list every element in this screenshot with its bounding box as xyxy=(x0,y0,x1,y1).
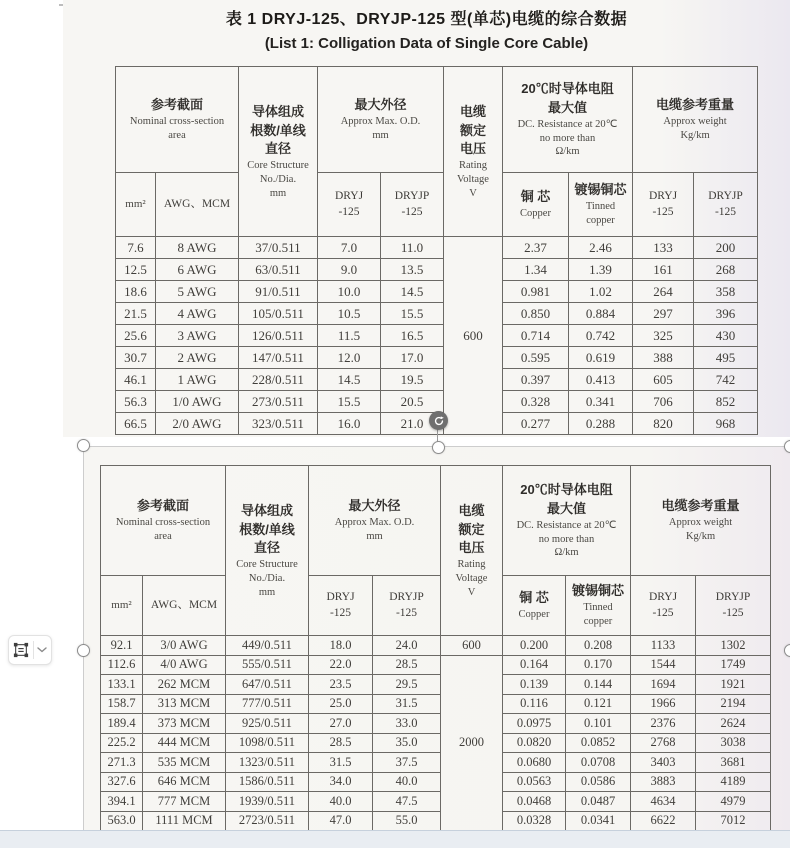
cell: 1323/0.511 xyxy=(226,753,309,773)
cell: 0.0468 xyxy=(503,792,566,812)
cell: 777/0.511 xyxy=(226,694,309,714)
cell: 3681 xyxy=(696,753,771,773)
cell: 29.5 xyxy=(373,675,441,695)
header-weight-dryjp: DRYJP -125 xyxy=(696,576,771,636)
resize-handle-middle-left[interactable] xyxy=(77,644,90,657)
resize-handle-top-right[interactable] xyxy=(784,440,790,453)
cell: 3883 xyxy=(631,772,696,792)
cell: 0.164 xyxy=(503,655,566,675)
layout-options-button[interactable] xyxy=(8,635,52,665)
cell: 1544 xyxy=(631,655,696,675)
cell: 0.0563 xyxy=(503,772,566,792)
header-approx-weight: 电缆参考重量 Approx weight Kg/km xyxy=(631,466,771,576)
cell: 2.37 xyxy=(503,237,569,259)
header-od-dryjp: DRYJP -125 xyxy=(381,173,444,237)
cell: 605 xyxy=(633,369,694,391)
cell: 1.02 xyxy=(569,281,633,303)
cell: 18.6 xyxy=(116,281,156,303)
voltage-cell: 600 xyxy=(444,237,503,435)
cell: 2 AWG xyxy=(156,347,239,369)
cell: 323/0.511 xyxy=(239,413,318,435)
cell: 0.0852 xyxy=(566,733,631,753)
table-row xyxy=(101,792,771,812)
table-row xyxy=(116,237,758,259)
table-row xyxy=(116,347,758,369)
cell: 21.0 xyxy=(381,413,444,435)
cell: 271.3 xyxy=(101,753,143,773)
cell: 228/0.511 xyxy=(239,369,318,391)
header-copper: 铜 芯 Copper xyxy=(503,576,566,636)
header-weight-dryjp: DRYJP -125 xyxy=(694,173,758,237)
cell: 1098/0.511 xyxy=(226,733,309,753)
header-mm2: mm² xyxy=(101,576,143,636)
cell: 563.0 xyxy=(101,811,143,831)
cell: 66.5 xyxy=(116,413,156,435)
table-row xyxy=(116,369,758,391)
cell: 2376 xyxy=(631,714,696,734)
cell: 0.0328 xyxy=(503,811,566,831)
cell: 20.5 xyxy=(381,391,444,413)
header-od-dryj: DRYJ -125 xyxy=(309,576,373,636)
cell: 7012 xyxy=(696,811,771,831)
cell: 4979 xyxy=(696,792,771,812)
cell: 396 xyxy=(694,303,758,325)
cable-data-table-2 xyxy=(100,465,771,831)
cell: 2723/0.511 xyxy=(226,811,309,831)
cell: 0.200 xyxy=(503,636,566,656)
cell: 0.277 xyxy=(503,413,569,435)
scanned-image-page2[interactable] xyxy=(83,447,790,830)
cell: 3 AWG xyxy=(156,325,239,347)
table-row xyxy=(101,733,771,753)
cell: 25.0 xyxy=(309,694,373,714)
cell: 0.0586 xyxy=(566,772,631,792)
cell: 0.116 xyxy=(503,694,566,714)
cell: 0.397 xyxy=(503,369,569,391)
cell: 1939/0.511 xyxy=(226,792,309,812)
header-tinned-copper: 镀锡铜芯 Tinned copper xyxy=(566,576,631,636)
cell: 0.0680 xyxy=(503,753,566,773)
cell: 31.5 xyxy=(373,694,441,714)
cell: 15.5 xyxy=(318,391,381,413)
cell: 2/0 AWG xyxy=(156,413,239,435)
cell: 40.0 xyxy=(309,792,373,812)
cell: 17.0 xyxy=(381,347,444,369)
table-row xyxy=(101,772,771,792)
cell: 23.5 xyxy=(309,675,373,695)
rotate-handle[interactable] xyxy=(429,411,448,430)
cell: 4634 xyxy=(631,792,696,812)
cell: 27.0 xyxy=(309,714,373,734)
cell: 37.5 xyxy=(373,753,441,773)
table-2-body xyxy=(101,636,771,831)
cell: 268 xyxy=(694,259,758,281)
table-row xyxy=(116,391,758,413)
cell: 325 xyxy=(633,325,694,347)
cell: 3/0 AWG xyxy=(143,636,226,656)
cell: 0.144 xyxy=(566,675,631,695)
header-cross-section: 参考截面 Nominal cross-section area xyxy=(101,466,226,576)
cell: 297 xyxy=(633,303,694,325)
cell: 0.101 xyxy=(566,714,631,734)
header-max-od: 最大外径 Approx Max. O.D. mm xyxy=(318,67,444,173)
header-cross-section: 参考截面 Nominal cross-section area xyxy=(116,67,239,173)
rotate-icon xyxy=(433,415,445,427)
cell: 1133 xyxy=(631,636,696,656)
voltage-cell: 600 xyxy=(441,636,503,656)
cell: 2624 xyxy=(696,714,771,734)
cell: 34.0 xyxy=(309,772,373,792)
header-od-dryj: DRYJ -125 xyxy=(318,173,381,237)
cell: 1694 xyxy=(631,675,696,695)
cell: 0.0820 xyxy=(503,733,566,753)
table-row xyxy=(116,303,758,325)
cell: 968 xyxy=(694,413,758,435)
cell: 449/0.511 xyxy=(226,636,309,656)
cell: 13.5 xyxy=(381,259,444,281)
cell: 0.595 xyxy=(503,347,569,369)
cell: 11.0 xyxy=(381,237,444,259)
cell: 161 xyxy=(633,259,694,281)
cell: 313 MCM xyxy=(143,694,226,714)
cell: 1.34 xyxy=(503,259,569,281)
cell: 430 xyxy=(694,325,758,347)
cell: 91/0.511 xyxy=(239,281,318,303)
cell: 0.170 xyxy=(566,655,631,675)
table-title xyxy=(63,7,790,54)
cell: 10.5 xyxy=(318,303,381,325)
table-row xyxy=(101,636,771,656)
cell: 706 xyxy=(633,391,694,413)
cell: 0.288 xyxy=(569,413,633,435)
cell: 3038 xyxy=(696,733,771,753)
cell: 0.0341 xyxy=(566,811,631,831)
cell: 33.0 xyxy=(373,714,441,734)
resize-handle-top-left[interactable] xyxy=(77,439,90,452)
table-title-cn: 表 1 DRYJ-125、DRYJP-125 型(单芯)电缆的综合数据 xyxy=(225,11,628,28)
scanned-image-page1[interactable] xyxy=(63,0,790,437)
cell: 0.341 xyxy=(569,391,633,413)
header-dc-resistance: 20℃时导体电阻 最大值 DC. Resistance at 20℃ no more than Ω/km xyxy=(503,466,631,576)
cell: 647/0.511 xyxy=(226,675,309,695)
cell: 852 xyxy=(694,391,758,413)
cell: 126/0.511 xyxy=(239,325,318,347)
cell: 14.5 xyxy=(318,369,381,391)
cell: 14.5 xyxy=(381,281,444,303)
cell: 0.981 xyxy=(503,281,569,303)
cell: 112.6 xyxy=(101,655,143,675)
cell: 555/0.511 xyxy=(226,655,309,675)
cell: 777 MCM xyxy=(143,792,226,812)
cell: 327.6 xyxy=(101,772,143,792)
cell: 0.121 xyxy=(566,694,631,714)
cell: 40.0 xyxy=(373,772,441,792)
cell: 16.0 xyxy=(318,413,381,435)
cell: 9.0 xyxy=(318,259,381,281)
header-awg-mcm: AWG、MCM xyxy=(143,576,226,636)
cell: 444 MCM xyxy=(143,733,226,753)
cell: 47.0 xyxy=(309,811,373,831)
cell: 262 MCM xyxy=(143,675,226,695)
cell: 12.0 xyxy=(318,347,381,369)
cell: 31.5 xyxy=(309,753,373,773)
cell: 0.714 xyxy=(503,325,569,347)
header-mm2: mm² xyxy=(116,173,156,237)
cell: 21.5 xyxy=(116,303,156,325)
cell: 1749 xyxy=(696,655,771,675)
cell: 55.0 xyxy=(373,811,441,831)
cell: 1 AWG xyxy=(156,369,239,391)
cell: 15.5 xyxy=(381,303,444,325)
cell: 1966 xyxy=(631,694,696,714)
table-row xyxy=(101,655,771,675)
cell: 4 AWG xyxy=(156,303,239,325)
cell: 46.1 xyxy=(116,369,156,391)
cell: 358 xyxy=(694,281,758,303)
status-bar-strip xyxy=(0,830,790,848)
cell: 63/0.511 xyxy=(239,259,318,281)
header-od-dryjp: DRYJP -125 xyxy=(373,576,441,636)
cell: 0.850 xyxy=(503,303,569,325)
cell: 646 MCM xyxy=(143,772,226,792)
cell: 2.46 xyxy=(569,237,633,259)
header-approx-weight: 电缆参考重量 Approx weight Kg/km xyxy=(633,67,758,173)
cell: 28.5 xyxy=(373,655,441,675)
cell: 1.39 xyxy=(569,259,633,281)
header-rating-voltage: 电缆 额定 电压 Rating Voltage V xyxy=(441,466,503,636)
cell: 1/0 AWG xyxy=(156,391,239,413)
cable-data-table-1 xyxy=(115,66,758,435)
voltage-cell: 2000 xyxy=(441,655,503,831)
cell: 4189 xyxy=(696,772,771,792)
cell: 0.413 xyxy=(569,369,633,391)
cell: 133.1 xyxy=(101,675,143,695)
cell: 0.0975 xyxy=(503,714,566,734)
cell: 92.1 xyxy=(101,636,143,656)
cell: 2194 xyxy=(696,694,771,714)
cell: 28.5 xyxy=(309,733,373,753)
table-row xyxy=(116,259,758,281)
cell: 495 xyxy=(694,347,758,369)
cell: 3403 xyxy=(631,753,696,773)
cell: 19.5 xyxy=(381,369,444,391)
resize-handle-middle-right[interactable] xyxy=(784,644,790,657)
cell: 225.2 xyxy=(101,733,143,753)
cell: 0.208 xyxy=(566,636,631,656)
table-row xyxy=(116,325,758,347)
cell: 37/0.511 xyxy=(239,237,318,259)
cell: 2768 xyxy=(631,733,696,753)
cell: 11.5 xyxy=(318,325,381,347)
header-dc-resistance: 20℃时导体电阻 最大值 DC. Resistance at 20℃ no more than Ω/km xyxy=(503,67,633,173)
table-row xyxy=(101,753,771,773)
header-tinned-copper: 镀锡铜芯 Tinned copper xyxy=(569,173,633,237)
cell: 0.619 xyxy=(569,347,633,369)
wrap-layout-icon xyxy=(13,642,29,658)
cell: 8 AWG xyxy=(156,237,239,259)
cell: 147/0.511 xyxy=(239,347,318,369)
cell: 18.0 xyxy=(309,636,373,656)
cell: 0.742 xyxy=(569,325,633,347)
resize-handle-top-center[interactable] xyxy=(432,441,445,454)
header-weight-dryj: DRYJ -125 xyxy=(631,576,696,636)
cell: 4/0 AWG xyxy=(143,655,226,675)
cell: 12.5 xyxy=(116,259,156,281)
cell: 7.6 xyxy=(116,237,156,259)
cell: 22.0 xyxy=(309,655,373,675)
cell: 30.7 xyxy=(116,347,156,369)
cell: 24.0 xyxy=(373,636,441,656)
table-row xyxy=(101,694,771,714)
header-core-structure: 导体组成 根数/单线 直径 Core Structure No./Dia. mm xyxy=(239,67,318,237)
cell: 394.1 xyxy=(101,792,143,812)
cell: 273/0.511 xyxy=(239,391,318,413)
cell: 388 xyxy=(633,347,694,369)
cell: 0.0487 xyxy=(566,792,631,812)
cell: 5 AWG xyxy=(156,281,239,303)
cell: 1111 MCM xyxy=(143,811,226,831)
table-row xyxy=(101,714,771,734)
table-1-body xyxy=(116,237,758,435)
selection-border-left xyxy=(83,446,84,830)
table-row xyxy=(101,675,771,695)
cell: 105/0.511 xyxy=(239,303,318,325)
cell: 1302 xyxy=(696,636,771,656)
table-title-en: (List 1: Colligation Data of Single Core Cable) xyxy=(264,34,589,52)
cell: 133 xyxy=(633,237,694,259)
table-row xyxy=(116,281,758,303)
cell: 0.328 xyxy=(503,391,569,413)
chevron-down-icon[interactable] xyxy=(37,647,47,653)
cell: 6 AWG xyxy=(156,259,239,281)
cell: 264 xyxy=(633,281,694,303)
cell: 56.3 xyxy=(116,391,156,413)
header-core-structure: 导体组成 根数/单线 直径 Core Structure No./Dia. mm xyxy=(226,466,309,636)
cell: 158.7 xyxy=(101,694,143,714)
cell: 1586/0.511 xyxy=(226,772,309,792)
cell: 25.6 xyxy=(116,325,156,347)
cell: 16.5 xyxy=(381,325,444,347)
cell: 47.5 xyxy=(373,792,441,812)
header-weight-dryj: DRYJ -125 xyxy=(633,173,694,237)
cell: 373 MCM xyxy=(143,714,226,734)
cell: 925/0.511 xyxy=(226,714,309,734)
table-row xyxy=(101,811,771,831)
cell: 820 xyxy=(633,413,694,435)
header-awg-mcm: AWG、MCM xyxy=(156,173,239,237)
cell: 0.884 xyxy=(569,303,633,325)
cell: 0.0708 xyxy=(566,753,631,773)
cell: 742 xyxy=(694,369,758,391)
cell: 6622 xyxy=(631,811,696,831)
header-rating-voltage: 电缆 额定 电压 Rating Voltage V xyxy=(444,67,503,237)
button-divider xyxy=(33,641,34,659)
cell: 10.0 xyxy=(318,281,381,303)
header-max-od: 最大外径 Approx Max. O.D. mm xyxy=(309,466,441,576)
cell: 189.4 xyxy=(101,714,143,734)
cell: 200 xyxy=(694,237,758,259)
cell: 0.139 xyxy=(503,675,566,695)
cell: 7.0 xyxy=(318,237,381,259)
cell: 35.0 xyxy=(373,733,441,753)
cell: 535 MCM xyxy=(143,753,226,773)
cell: 1921 xyxy=(696,675,771,695)
header-copper: 铜 芯 Copper xyxy=(503,173,569,237)
